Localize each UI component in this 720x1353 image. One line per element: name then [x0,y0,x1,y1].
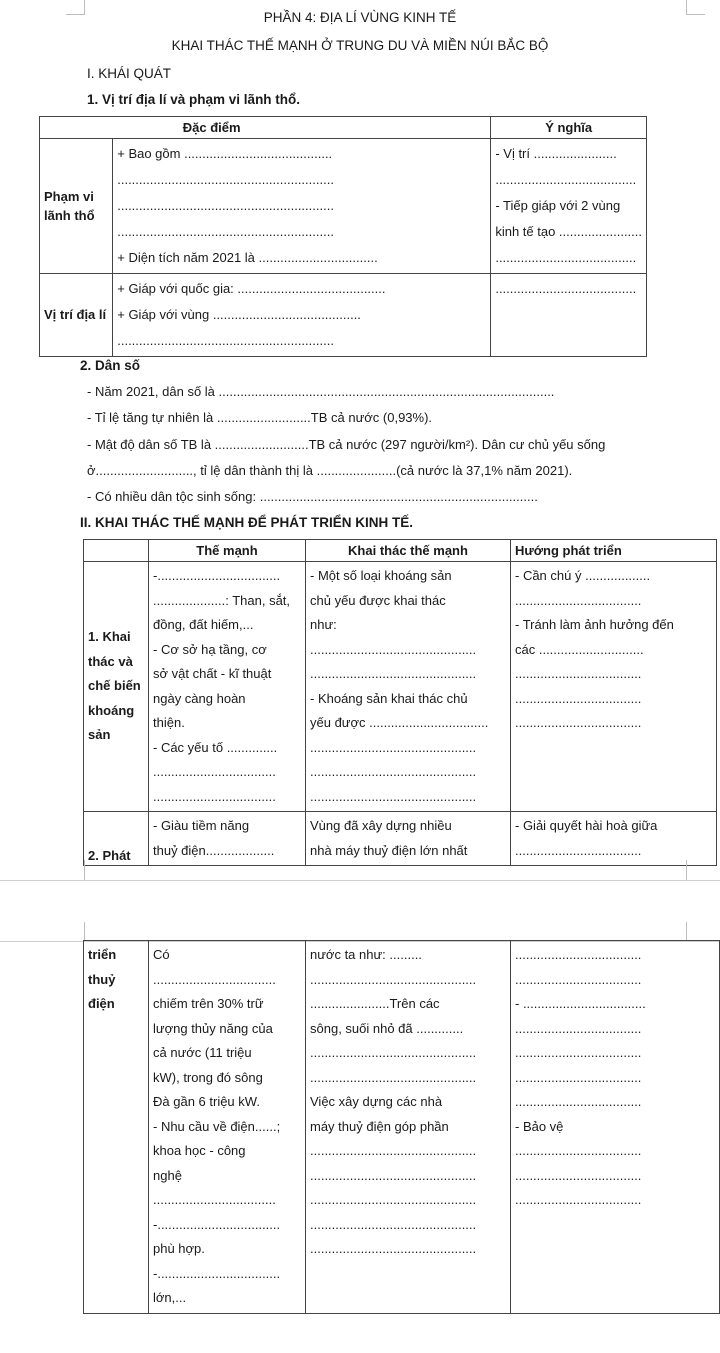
list-item: .............................................. [310,764,477,779]
list-item: ................................... [515,971,642,987]
location-meaning [491,274,647,357]
list-item: .............................................. [310,1069,477,1085]
list-item: - Vị trí ....................... [495,146,617,161]
list-item: yếu được ................................. [310,715,489,730]
table-row [84,941,720,1314]
list-item: - Cần chú ý .................. [515,568,651,583]
list-item: phù hợp. [153,1241,205,1256]
population-line: ở..........................., tỉ lệ dân thành thị là ......................(cả nước là 37,1% năm 2021). [87,463,573,478]
header-strength: Thế mạnh [149,540,306,562]
list-item: như: [310,617,337,632]
list-item: .............................................. [310,1167,477,1183]
list-item: kinh tế tạo ....................... [495,224,642,239]
crop-mark [686,0,705,15]
list-item: ....................................... [495,281,637,296]
page-break [0,880,720,942]
list-item: ................................... [515,1045,642,1060]
list-item: ................................... [515,1069,642,1085]
list-item: .............................................. [310,641,477,657]
list-item: - Tránh làm ảnh hưởng đến [515,617,674,632]
list-item: ................................... [515,715,642,730]
list-item: ................................... [515,947,642,962]
list-item: chủ yếu được khai thác [310,592,446,608]
list-item: .................................. [153,788,276,804]
list-item: kW), trong đó sông [153,1069,263,1085]
list-item: ....................................... [495,172,637,187]
list-item: .............................................. [310,971,477,987]
hydro-exploit-continued [306,941,511,1314]
list-item: .................................. [153,764,276,779]
list-item: máy thuỷ điện góp phần [310,1118,449,1134]
list-item: -.................................. [153,1216,281,1232]
list-item: điện [88,996,115,1011]
list-item: ............................................................ [117,172,334,187]
hydro-strength-continued [149,941,306,1314]
crop-mark [66,0,85,15]
page-title: KHAI THÁC THẾ MẠNH Ở TRUNG DU VÀ MIỀN NÚI BẮC BỘ [171,38,549,53]
list-item: ................................... [515,1167,642,1183]
list-item: - Một số loại khoáng sản [310,568,452,583]
row-label-hydro-continued [84,941,149,1314]
list-item: nước ta như: ......... [310,947,422,962]
list-item: triển [88,947,117,962]
list-item: - Các yếu tố .............. [153,739,278,755]
list-item: Đà gần 6 triệu kW. [153,1094,260,1109]
list-item: ......................Trên các [310,996,440,1011]
row-label-mining: 1. Khai thác và chế biến khoáng sản [84,562,149,812]
part-title: PHẦN 4: ĐỊA LÍ VÙNG KINH TẾ [263,10,457,25]
row-label-location: Vị trí địa lí [40,274,113,357]
list-item: chiếm trên 30% trữ [153,996,264,1011]
list-item: ................................... [515,592,642,608]
list-item: .............................................. [310,1216,477,1232]
list-item: -.................................. [153,1265,281,1281]
mining-direction [511,562,717,812]
list-item: .............................................. [310,1192,477,1207]
location-table [39,116,647,357]
list-item: lượng thủy năng của [153,1020,273,1036]
list-item: .............................................. [310,788,477,804]
section-2-heading: II. KHAI THÁC THẾ MẠNH ĐỂ PHÁT TRIỂN KINH TẾ. [80,515,413,530]
list-item: .................................. [153,1192,276,1207]
list-item: ngày càng hoàn [153,690,246,706]
population-line: - Mật độ dân số TB là ..........................TB cả nước (297 người/km²). Dân cư chủ yếu sống [87,437,606,452]
table-header-row [40,117,647,139]
table-row [84,812,717,866]
list-item: ................................... [515,1143,642,1158]
list-item: ....................................... [495,250,637,265]
list-item: sở vật chất - kĩ thuật [153,666,272,681]
section-1-heading: I. KHÁI QUÁT [87,66,172,81]
strengths-table-continued [83,940,720,1314]
list-item: thuỷ điện................... [153,842,275,858]
scope-meaning [491,139,647,274]
list-item: ................................... [515,666,642,681]
hydro-exploit [306,812,511,866]
location-details [113,274,491,357]
list-item: nghệ [153,1167,182,1183]
mining-strength [149,562,306,812]
header-meaning: Ý nghĩa [491,117,647,139]
list-item: - Bảo vệ [515,1118,564,1134]
list-item: thiện. [153,715,185,730]
crop-mark [686,860,705,880]
list-item: .............................................. [310,1241,477,1256]
list-item: .............................................. [310,1143,477,1158]
hydro-strength [149,812,306,866]
list-item: đồng, đất hiếm,... [153,617,254,632]
list-item: Có [153,947,170,962]
list-item: - .................................. [515,996,646,1011]
list-item: .............................................. [310,739,477,755]
list-item: các ............................. [515,641,644,657]
crop-mark [66,860,85,880]
header-features: Đặc điểm [113,117,491,139]
list-item: ............................................................ [117,333,334,348]
table-row [40,274,647,357]
mining-exploit [306,562,511,812]
population-line: - Có nhiều dân tộc sinh sống: ............................................................................. [87,489,538,504]
list-item: ................................... [515,1192,642,1207]
table-row [84,562,717,812]
list-item: - Giàu tiềm năng [153,818,250,833]
list-item: ............................................................ [117,224,334,239]
list-item: khoa học - công [153,1143,246,1158]
scope-details [113,139,491,274]
list-item: ................................... [515,1020,642,1036]
population-line: - Tỉ lệ tăng tự nhiên là ..........................TB cả nước (0,93%). [87,410,433,425]
list-item: ................................... [515,690,642,706]
list-item: lớn,... [153,1290,187,1305]
table-row [40,139,647,274]
list-item: + Giáp với quốc gia: ......................................... [117,281,386,296]
list-item: thuỷ [88,971,116,987]
list-item: .................................. [153,971,276,987]
list-item: -.................................. [153,568,281,583]
list-item: nhà máy thuỷ điện lớn nhất [310,842,468,858]
crop-mark [66,922,85,940]
list-item: + Bao gồm ......................................... [117,146,333,161]
header-exploit: Khai thác thế mạnh [306,540,511,562]
list-item: Việc xây dựng các nhà [310,1094,443,1109]
crop-mark [686,922,705,940]
list-item: + Giáp với vùng ......................................... [117,307,361,322]
list-item: - Cơ sở hạ tầng, cơ [153,641,267,657]
list-item: - Giải quyết hài hoà giữa [515,818,658,833]
list-item: sông, suối nhỏ đã ............. [310,1020,464,1036]
section-1-sub2: 2. Dân số [80,358,141,373]
section-1-sub1: 1. Vị trí địa lí và phạm vi lãnh thổ. [87,92,301,107]
list-item: .............................................. [310,1045,477,1060]
row-label-hydro: 2. Phát [84,812,149,866]
list-item: ................................... [515,842,642,858]
list-item: ................................... [515,1094,642,1109]
header-direction: Hướng phát triển [511,540,717,562]
list-item: - Tiếp giáp với 2 vùng [495,198,621,213]
list-item: Vùng đã xây dựng nhiều [310,818,452,833]
list-item: + Diện tích năm 2021 là ................................. [117,250,378,265]
row-label-scope: Phạm vi lãnh thổ [40,139,113,274]
population-line: - Năm 2021, dân số là ............................................................................................. [87,384,555,399]
list-item: cả nước (11 triệu [153,1045,252,1060]
list-item: ............................................................ [117,198,334,213]
hydro-direction-continued [511,941,720,1314]
list-item: ....................: Than, sắt, [153,592,291,608]
list-item: - Nhu cầu về điện......; [153,1118,281,1134]
strengths-table [83,539,717,866]
hydro-direction [511,812,717,866]
list-item: - Khoáng sản khai thác chủ [310,690,468,706]
list-item: .............................................. [310,666,477,681]
table-header-row [84,540,717,562]
